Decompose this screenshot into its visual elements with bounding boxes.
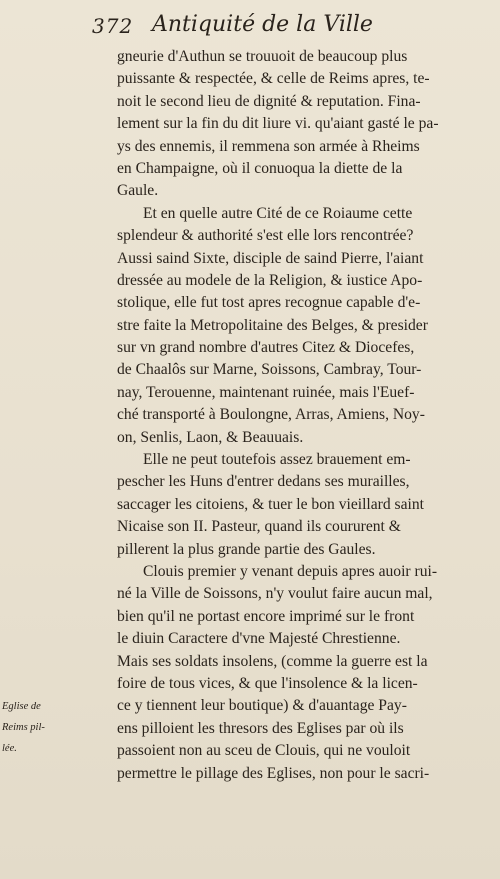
text-line: ens pilloient les thresors des Eglises par où ils (117, 719, 404, 737)
margin-note-line: Reims pil- (2, 722, 45, 733)
text-line: noit le second lieu de dignité & reputation. Fina- (117, 92, 421, 110)
text-line: Gaule. (117, 182, 159, 200)
text-line: foire de tous vices, & que l'insolence & la licen- (117, 674, 418, 692)
text-line: Et en quelle autre Cité de ce Roiaume cette (143, 204, 413, 222)
margin-note-line: Eglise de (2, 701, 41, 712)
text-line: ce y tiennent leur boutique) & d'auantage Pay- (117, 697, 407, 715)
text-line: pescher les Huns d'entrer dedans ses murailles, (117, 473, 410, 491)
text-line: le diuin Caractere d'vne Majesté Chrestienne. (117, 630, 401, 648)
page-header (92, 6, 412, 44)
text-line: Mais ses soldats insolens, (comme la guerre est la (117, 652, 428, 670)
text-line: permettre le pillage des Eglises, non pour le sacri- (117, 764, 430, 782)
text-line: puissante & respectée, & celle de Reims apres, te- (117, 70, 430, 88)
page-number: 372 (92, 14, 134, 38)
running-title: Antiquité de la Ville (152, 12, 373, 37)
text-line: de Chaalôs sur Marne, Soissons, Cambray, Tour- (117, 361, 422, 379)
text-line: Nicaise son II. Pasteur, quand ils coururent & (117, 518, 401, 536)
text-line: stolique, elle fut tost apres recognue capable d'e- (117, 294, 421, 312)
text-line: splendeur & authorité s'est elle lors rencontrée? (117, 227, 414, 245)
text-line: en Champaigne, où il conuoqua la diette de la (117, 159, 403, 177)
text-line: ché transporté à Boulongne, Arras, Amiens, Noy- (117, 406, 425, 424)
text-line: bien qu'il ne portast encore imprimé sur le front (117, 607, 415, 625)
text-line: né la Ville de Soissons, n'y voulut faire aucun mal, (117, 585, 433, 603)
text-line: dressée au modele de la Religion, & iustice Apo- (117, 271, 423, 289)
margin-note (2, 696, 76, 759)
body-text (117, 46, 467, 785)
text-line: gneurie d'Authun se trouuoit de beaucoup plus (117, 48, 408, 65)
text-line: on, Senlis, Laon, & Beauuais. (117, 428, 304, 446)
text-line: Aussi saind Sixte, disciple de saind Pierre, l'aiant (117, 249, 424, 267)
text-line: sur vn grand nombre d'autres Citez & Diocefes, (117, 339, 415, 357)
text-line: Clouis premier y venant depuis apres auoir rui- (143, 562, 438, 580)
text-line: saccager les citoiens, & tuer le bon vieillard saint (117, 495, 425, 513)
margin-note-line: lée. (2, 743, 17, 754)
text-line: passoient non au sceu de Clouis, qui ne vouloit (117, 742, 411, 760)
text-line: nay, Terouenne, maintenant ruinée, mais l'Euef- (117, 383, 415, 401)
text-line: stre faite la Metropolitaine des Belges, & presider (117, 316, 428, 334)
text-line: pillerent la plus grande partie des Gaules. (117, 540, 376, 558)
text-line: Elle ne peut toutefois assez brauement em- (143, 451, 411, 469)
text-line: ys des ennemis, il remmena son armée à Rheims (117, 137, 420, 155)
text-line: lement sur la fin du dit liure vi. qu'aiant gasté le pa- (117, 115, 439, 133)
